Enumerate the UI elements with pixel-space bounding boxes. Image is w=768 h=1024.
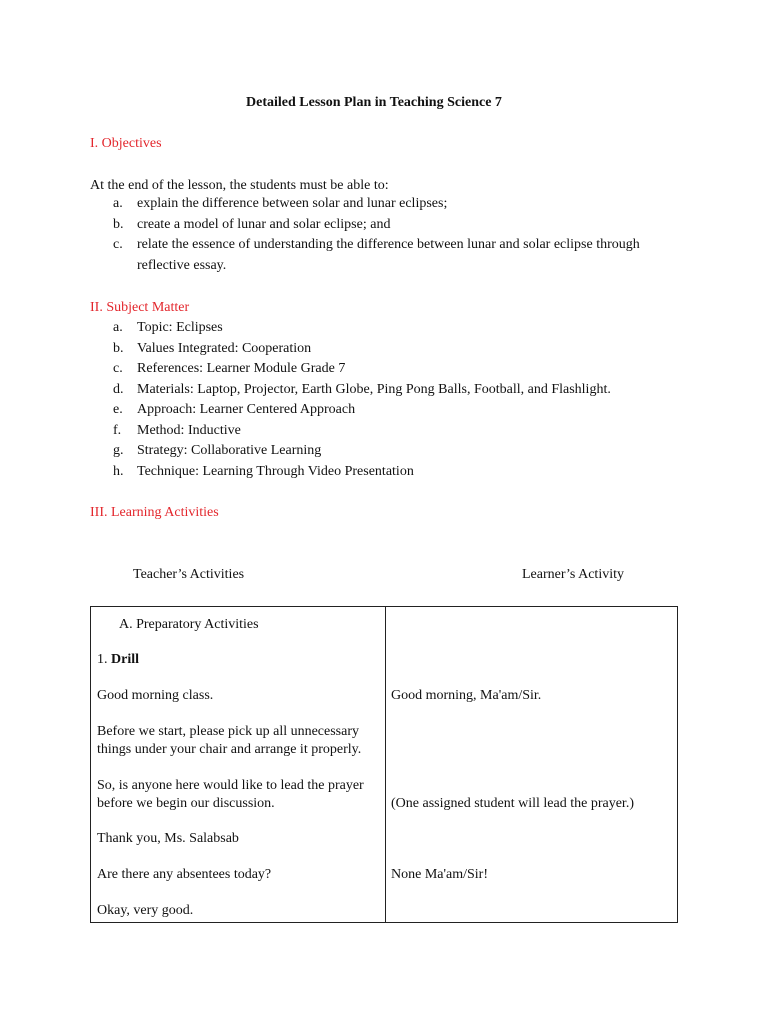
list-item: d. Materials: Laptop, Projector, Earth Globe, Ping Pong Balls, Football, and Flashlight. [113, 381, 611, 397]
objectives-heading: I. Objectives [90, 136, 162, 151]
list-item: f. Method: Inductive [113, 422, 241, 438]
teacher-line: Thank you, Ms. Salabsab [97, 831, 239, 846]
list-item: b. Values Integrated: Cooperation [113, 340, 312, 356]
learner-line: Good morning, Ma'am/Sir. [391, 688, 542, 703]
subject-matter-list [113, 318, 611, 482]
objectives-intro: At the end of the lesson, the students must be able to: [90, 178, 389, 193]
learner-line: None Ma'am/Sir! [391, 867, 489, 882]
drill-heading: 1. Drill [97, 652, 139, 667]
list-item: e. Approach: Learner Centered Approach [113, 402, 356, 417]
subject-matter-heading: II. Subject Matter [90, 300, 190, 315]
teacher-line: Okay, very good. [97, 903, 194, 918]
section-preparatory-activities: A. Preparatory Activities [119, 617, 259, 632]
learning-activities-heading: III. Learning Activities [90, 505, 219, 520]
teacher-line: Are there any absentees today? [97, 867, 272, 882]
list-item: h. Technique: Learning Through Video Presentation [113, 463, 414, 479]
teacher-line: things under your chair and arrange it properly. [97, 742, 362, 757]
teacher-line: before we begin our discussion. [97, 796, 275, 811]
page-title: Detailed Lesson Plan in Teaching Science 7 [246, 95, 502, 110]
learner-activity-header: Learner’s Activity [522, 567, 624, 582]
teacher-activities-header: Teacher’s Activities [133, 567, 245, 582]
teacher-line: Good morning class. [97, 688, 214, 703]
learner-line: (One assigned student will lead the prayer.) [391, 796, 634, 811]
list-item: c. relate the essence of understanding the difference between lunar and solar eclipse through reflective essay. [113, 237, 640, 273]
column-divider [385, 607, 386, 922]
teacher-line: So, is anyone here would like to lead the prayer [97, 778, 364, 793]
list-item: c. References: Learner Module Grade 7 [113, 361, 346, 376]
objectives-list [113, 194, 640, 276]
list-item: a. explain the difference between solar and lunar eclipses; [113, 196, 448, 211]
activities-table [90, 606, 678, 923]
list-item: g. Strategy: Collaborative Learning [113, 443, 322, 458]
teacher-line: Before we start, please pick up all unnecessary [97, 724, 360, 739]
list-item: b. create a model of lunar and solar eclipse; and [113, 216, 391, 232]
list-item: a. Topic: Eclipses [113, 320, 223, 335]
